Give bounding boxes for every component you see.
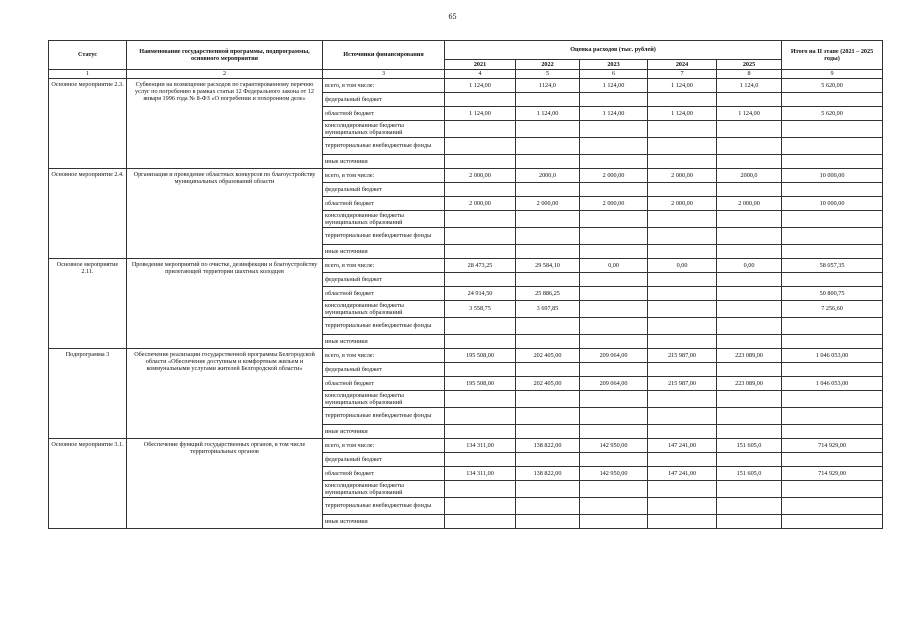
- row-status: Основное мероприятие 2.3.: [49, 79, 127, 169]
- total-value: [782, 453, 883, 467]
- year-value: [516, 211, 580, 228]
- year-value: 2000,0: [516, 169, 580, 183]
- header-year: 2024: [648, 60, 717, 70]
- column-number: 8: [717, 70, 782, 79]
- column-number: 3: [323, 70, 445, 79]
- header-name: Наименование государственной программы, подпрограммы, основного мероприятия: [127, 41, 323, 70]
- year-value: 209 064,00: [580, 349, 648, 363]
- funding-source: всего, в том числе:: [323, 259, 445, 273]
- year-value: [516, 245, 580, 259]
- year-value: [717, 245, 782, 259]
- column-number: 4: [445, 70, 516, 79]
- year-value: [580, 273, 648, 287]
- total-value: [782, 93, 883, 107]
- funding-source: федеральный бюджет: [323, 453, 445, 467]
- year-value: [445, 273, 516, 287]
- financing-table: [48, 40, 883, 529]
- row-program-name: Проведение мероприятий по очистке, дезинфекции и благоустройству прилегающей территории шахтных колодцев: [127, 259, 323, 349]
- year-value: 223 089,00: [717, 349, 782, 363]
- year-value: 2 000,00: [445, 197, 516, 211]
- total-value: [782, 245, 883, 259]
- year-value: 134 311,00: [445, 439, 516, 453]
- year-value: [648, 93, 717, 107]
- year-value: [516, 228, 580, 245]
- year-value: [717, 453, 782, 467]
- header-sources: Источники финансирования: [323, 41, 445, 70]
- row-program-name: Обеспечение функций государственных органов, в том числе территориальных органов: [127, 439, 323, 529]
- total-value: 50 800,75: [782, 287, 883, 301]
- total-value: [782, 318, 883, 335]
- funding-source: областной бюджет: [323, 377, 445, 391]
- year-value: 1124,0: [516, 79, 580, 93]
- year-value: [445, 93, 516, 107]
- year-value: 209 064,00: [580, 377, 648, 391]
- year-value: [580, 425, 648, 439]
- header-year: 2025: [717, 60, 782, 70]
- year-value: [717, 515, 782, 529]
- column-number: 2: [127, 70, 323, 79]
- year-value: [580, 481, 648, 498]
- year-value: 0,00: [580, 259, 648, 273]
- year-value: [717, 481, 782, 498]
- table-row: [49, 349, 883, 363]
- funding-source: консолидированные бюджеты муниципальных образований: [323, 481, 445, 498]
- funding-source: консолидированные бюджеты муниципальных образований: [323, 391, 445, 408]
- header-estimate: Оценка расходов (тыс. рублей): [445, 41, 782, 60]
- table-row: [49, 79, 883, 93]
- total-value: 714 929,00: [782, 467, 883, 481]
- row-program-name: Организация и проведение областных конкурсов по благоустройству муниципальных образований области: [127, 169, 323, 259]
- year-value: 1 124,00: [445, 107, 516, 121]
- header-total: Итого на II этапе (2021 – 2025 годы): [782, 41, 883, 70]
- funding-source: территориальные внебюджетные фонды: [323, 408, 445, 425]
- header-status: Статус: [49, 41, 127, 70]
- year-value: [648, 453, 717, 467]
- year-value: 2 000,00: [580, 197, 648, 211]
- total-value: [782, 211, 883, 228]
- total-value: [782, 273, 883, 287]
- year-value: [648, 287, 717, 301]
- row-status: Основное мероприятие 2.11.: [49, 259, 127, 349]
- year-value: 1 124,00: [648, 79, 717, 93]
- year-value: [580, 335, 648, 349]
- funding-source: иные источники: [323, 515, 445, 529]
- year-value: [648, 391, 717, 408]
- year-value: 29 584,10: [516, 259, 580, 273]
- year-value: 151 605,0: [717, 439, 782, 453]
- year-value: 215 987,00: [648, 377, 717, 391]
- funding-source: иные источники: [323, 155, 445, 169]
- year-value: [580, 318, 648, 335]
- year-value: [445, 245, 516, 259]
- column-number: 5: [516, 70, 580, 79]
- year-value: [648, 498, 717, 515]
- year-value: [445, 391, 516, 408]
- total-value: 10 000,00: [782, 169, 883, 183]
- year-value: [580, 408, 648, 425]
- year-value: [580, 301, 648, 318]
- year-value: [580, 498, 648, 515]
- year-value: [648, 481, 717, 498]
- year-value: 195 508,00: [445, 349, 516, 363]
- funding-source: всего, в том числе:: [323, 439, 445, 453]
- row-status: Подпрограмма 3: [49, 349, 127, 439]
- year-value: [717, 287, 782, 301]
- row-program-name: Субвенции на возмещение расходов по гарантированному перечню услуг по погребению в рамках статьи 12 Федерального закона от 12 января 1996 года № 8-ФЗ «О погребении и похоронном деле»: [127, 79, 323, 169]
- year-value: [717, 335, 782, 349]
- funding-source: областной бюджет: [323, 467, 445, 481]
- year-value: 195 508,00: [445, 377, 516, 391]
- year-value: 223 089,00: [717, 377, 782, 391]
- year-value: [516, 453, 580, 467]
- year-value: [445, 335, 516, 349]
- year-value: [648, 515, 717, 529]
- year-value: 2000,0: [717, 169, 782, 183]
- year-value: [516, 93, 580, 107]
- funding-source: областной бюджет: [323, 107, 445, 121]
- funding-source: территориальные внебюджетные фонды: [323, 138, 445, 155]
- year-value: 2 000,00: [516, 197, 580, 211]
- year-value: [445, 498, 516, 515]
- year-value: 2 000,00: [648, 169, 717, 183]
- year-value: 0,00: [648, 259, 717, 273]
- row-status: Основное мероприятие 3.1.: [49, 439, 127, 529]
- year-value: 202 405,00: [516, 349, 580, 363]
- total-value: 7 256,60: [782, 301, 883, 318]
- column-number: 7: [648, 70, 717, 79]
- year-value: [717, 121, 782, 138]
- year-value: 142 950,00: [580, 439, 648, 453]
- year-value: [648, 318, 717, 335]
- year-value: [516, 515, 580, 529]
- funding-source: территориальные внебюджетные фонды: [323, 498, 445, 515]
- year-value: [717, 408, 782, 425]
- year-value: 1 124,00: [580, 107, 648, 121]
- year-value: [445, 318, 516, 335]
- year-value: [580, 138, 648, 155]
- total-value: [782, 121, 883, 138]
- year-value: 2 000,00: [648, 197, 717, 211]
- year-value: [717, 318, 782, 335]
- year-value: 25 886,25: [516, 287, 580, 301]
- total-value: [782, 183, 883, 197]
- year-value: 1 124,00: [516, 107, 580, 121]
- year-value: [445, 155, 516, 169]
- total-value: 714 929,00: [782, 439, 883, 453]
- total-value: [782, 391, 883, 408]
- year-value: [516, 318, 580, 335]
- year-value: 138 822,00: [516, 467, 580, 481]
- year-value: [717, 138, 782, 155]
- year-value: [580, 228, 648, 245]
- year-value: [717, 425, 782, 439]
- total-value: 5 620,00: [782, 79, 883, 93]
- funding-source: всего, в том числе:: [323, 349, 445, 363]
- year-value: [580, 211, 648, 228]
- year-value: 142 950,00: [580, 467, 648, 481]
- year-value: [580, 391, 648, 408]
- table-row: [49, 169, 883, 183]
- year-value: [516, 335, 580, 349]
- year-value: [648, 138, 717, 155]
- year-value: [445, 211, 516, 228]
- year-value: [445, 453, 516, 467]
- total-value: [782, 515, 883, 529]
- funding-source: консолидированные бюджеты муниципальных образований: [323, 301, 445, 318]
- year-value: [648, 363, 717, 377]
- funding-source: иные источники: [323, 425, 445, 439]
- funding-source: всего, в том числе:: [323, 169, 445, 183]
- year-value: 1 124,00: [445, 79, 516, 93]
- year-value: [717, 183, 782, 197]
- funding-source: консолидированные бюджеты муниципальных образований: [323, 121, 445, 138]
- year-value: [445, 408, 516, 425]
- year-value: 1 124,0: [717, 79, 782, 93]
- year-value: 2 000,00: [580, 169, 648, 183]
- funding-source: территориальные внебюджетные фонды: [323, 318, 445, 335]
- year-value: [516, 408, 580, 425]
- total-value: [782, 228, 883, 245]
- year-value: [717, 155, 782, 169]
- year-value: [648, 425, 717, 439]
- funding-source: всего, в том числе:: [323, 79, 445, 93]
- year-value: 3 558,75: [445, 301, 516, 318]
- year-value: [516, 481, 580, 498]
- funding-source: федеральный бюджет: [323, 363, 445, 377]
- year-value: [580, 515, 648, 529]
- year-value: [648, 301, 717, 318]
- row-program-name: Обеспечение реализации государственной программы Белгородской области «Обеспечение доступным и комфортным жильем и коммунальными услугами жителей Белгородской области»: [127, 349, 323, 439]
- year-value: 2 000,00: [445, 169, 516, 183]
- column-number: 9: [782, 70, 883, 79]
- funding-source: областной бюджет: [323, 197, 445, 211]
- total-value: 5 620,00: [782, 107, 883, 121]
- total-value: 58 057,35: [782, 259, 883, 273]
- year-value: [648, 155, 717, 169]
- table-row: [49, 259, 883, 273]
- year-value: 3 697,85: [516, 301, 580, 318]
- year-value: 1 124,00: [717, 107, 782, 121]
- year-value: [717, 93, 782, 107]
- year-value: [516, 138, 580, 155]
- total-value: [782, 481, 883, 498]
- year-value: [717, 498, 782, 515]
- year-value: 151 605,0: [717, 467, 782, 481]
- funding-source: федеральный бюджет: [323, 93, 445, 107]
- year-value: [648, 335, 717, 349]
- year-value: [648, 228, 717, 245]
- year-value: [445, 363, 516, 377]
- year-value: [516, 121, 580, 138]
- year-value: [648, 245, 717, 259]
- funding-source: территориальные внебюджетные фонды: [323, 228, 445, 245]
- year-value: [580, 453, 648, 467]
- year-value: 215 987,00: [648, 349, 717, 363]
- year-value: [516, 273, 580, 287]
- year-value: [516, 183, 580, 197]
- year-value: 134 311,00: [445, 467, 516, 481]
- year-value: [580, 363, 648, 377]
- year-value: 24 914,50: [445, 287, 516, 301]
- total-value: [782, 498, 883, 515]
- year-value: [580, 287, 648, 301]
- header-year: 2021: [445, 60, 516, 70]
- year-value: [580, 183, 648, 197]
- header-year: 2023: [580, 60, 648, 70]
- year-value: [516, 363, 580, 377]
- funding-source: областной бюджет: [323, 287, 445, 301]
- year-value: [445, 515, 516, 529]
- year-value: [516, 425, 580, 439]
- year-value: 28 473,25: [445, 259, 516, 273]
- total-value: 1 046 053,00: [782, 349, 883, 363]
- total-value: 10 000,00: [782, 197, 883, 211]
- year-value: [648, 273, 717, 287]
- year-value: 1 124,00: [580, 79, 648, 93]
- year-value: [445, 228, 516, 245]
- year-value: [648, 211, 717, 228]
- funding-source: консолидированные бюджеты муниципальных образований: [323, 211, 445, 228]
- table-row: [49, 439, 883, 453]
- year-value: [717, 273, 782, 287]
- year-value: 202 405,00: [516, 377, 580, 391]
- header-year: 2022: [516, 60, 580, 70]
- column-number: 6: [580, 70, 648, 79]
- year-value: [648, 183, 717, 197]
- year-value: [445, 138, 516, 155]
- year-value: 2 000,00: [717, 197, 782, 211]
- year-value: [445, 425, 516, 439]
- year-value: [717, 301, 782, 318]
- funding-source: иные источники: [323, 245, 445, 259]
- year-value: [516, 498, 580, 515]
- row-status: Основное мероприятие 2.4.: [49, 169, 127, 259]
- year-value: [580, 155, 648, 169]
- total-value: 1 046 053,00: [782, 377, 883, 391]
- year-value: [648, 408, 717, 425]
- year-value: [717, 211, 782, 228]
- year-value: 147 241,00: [648, 467, 717, 481]
- funding-source: иные источники: [323, 335, 445, 349]
- total-value: [782, 363, 883, 377]
- column-number: 1: [49, 70, 127, 79]
- year-value: 0,00: [717, 259, 782, 273]
- page-number: 65: [448, 12, 457, 21]
- year-value: 138 822,00: [516, 439, 580, 453]
- year-value: [516, 155, 580, 169]
- year-value: [516, 391, 580, 408]
- year-value: [445, 183, 516, 197]
- year-value: [445, 121, 516, 138]
- funding-source: федеральный бюджет: [323, 183, 445, 197]
- total-value: [782, 425, 883, 439]
- year-value: [580, 121, 648, 138]
- year-value: 147 241,00: [648, 439, 717, 453]
- total-value: [782, 408, 883, 425]
- year-value: [580, 245, 648, 259]
- funding-source: федеральный бюджет: [323, 273, 445, 287]
- year-value: [648, 121, 717, 138]
- total-value: [782, 138, 883, 155]
- year-value: [717, 363, 782, 377]
- total-value: [782, 335, 883, 349]
- year-value: [717, 228, 782, 245]
- year-value: 1 124,00: [648, 107, 717, 121]
- year-value: [580, 93, 648, 107]
- year-value: [717, 391, 782, 408]
- total-value: [782, 155, 883, 169]
- year-value: [445, 481, 516, 498]
